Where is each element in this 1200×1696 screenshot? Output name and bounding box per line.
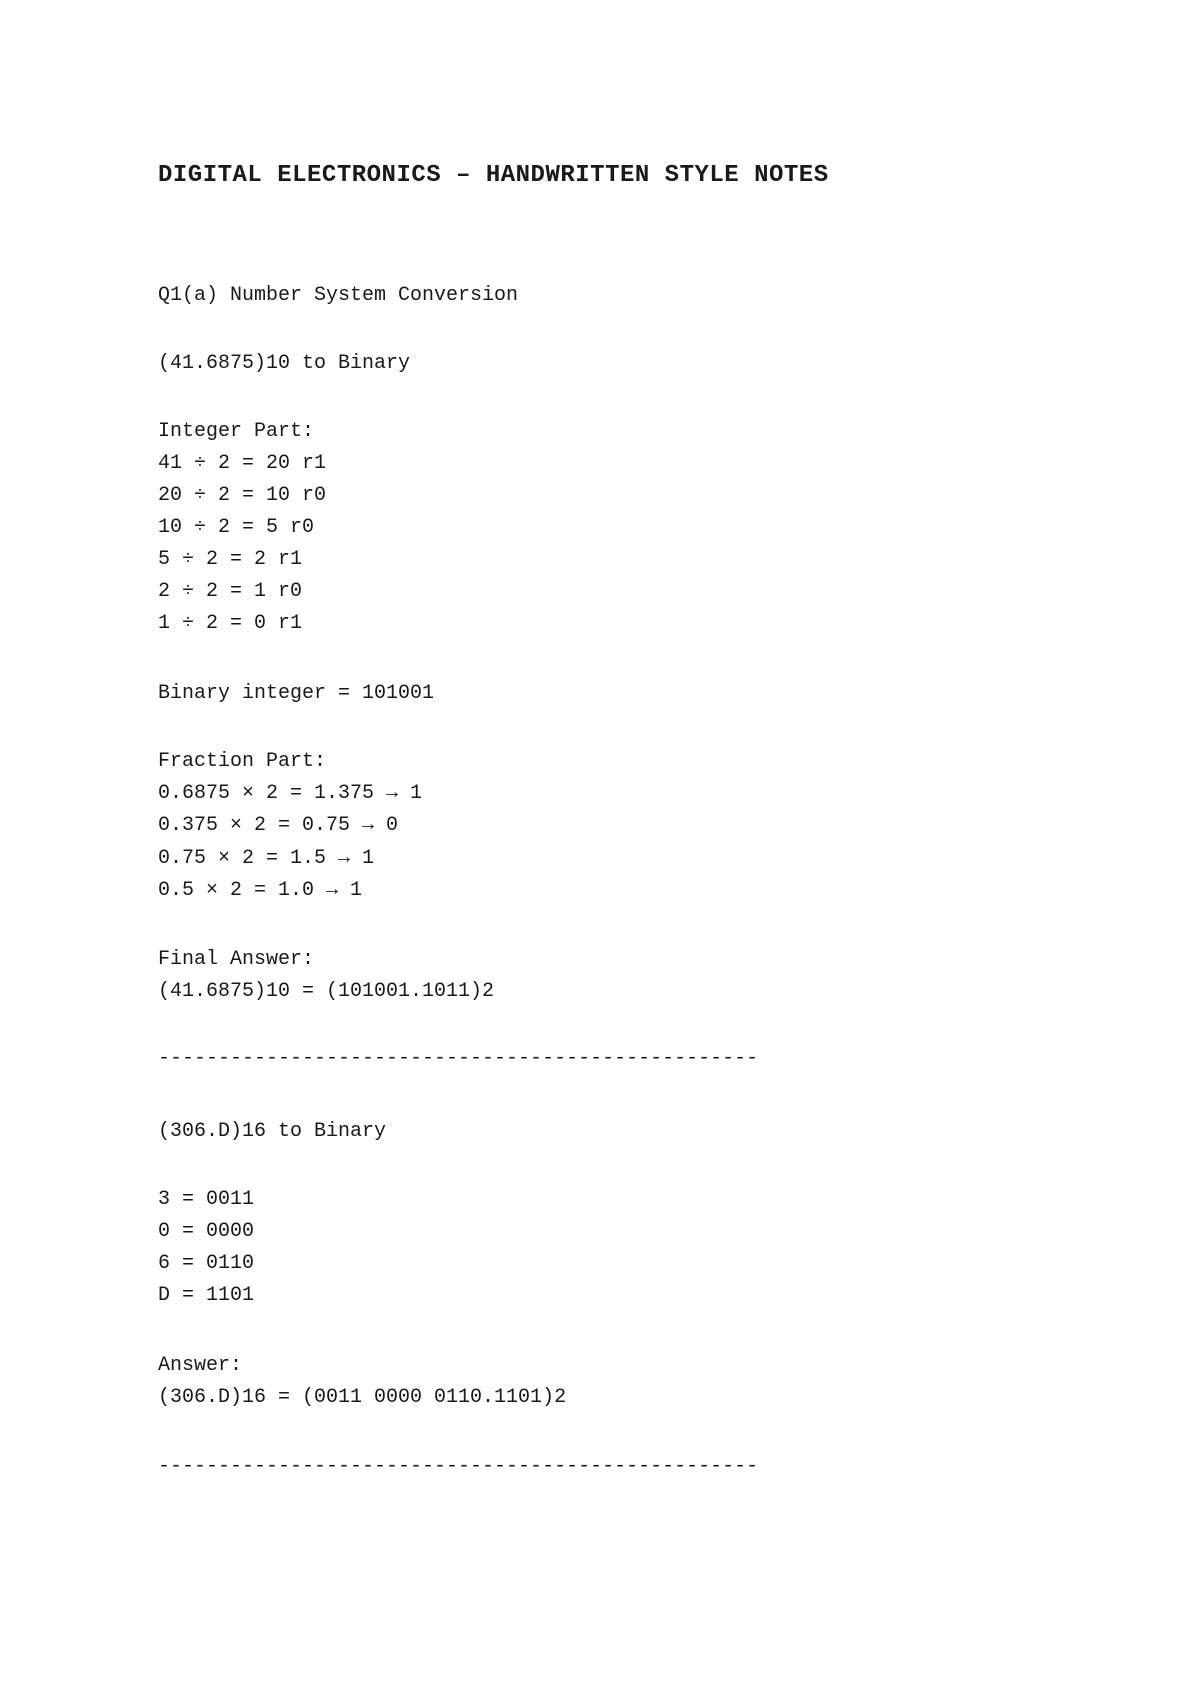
integer-step: 20 ÷ 2 = 10 r0 [158, 484, 327, 507]
integer-result: Binary integer = 101001 [158, 682, 435, 705]
integer-step: 2 ÷ 2 = 1 r0 [158, 580, 303, 603]
fraction-step: 0.375 × 2 = 0.75 → 0 [158, 814, 399, 837]
hex-digit-step: 3 = 0011 [158, 1188, 255, 1211]
section-divider: -------------------------------------------------- [158, 1455, 759, 1478]
fraction-part-heading: Fraction Part: [158, 750, 327, 773]
integer-step: 41 ÷ 2 = 20 r1 [158, 452, 327, 475]
section-divider: -------------------------------------------------- [158, 1047, 759, 1070]
integer-step: 10 ÷ 2 = 5 r0 [158, 516, 315, 539]
answer: (306.D)16 = (0011 0000 0110.1101)2 [158, 1386, 567, 1409]
problem-decimal-to-binary: (41.6875)10 to Binary [158, 352, 411, 375]
page-title: DIGITAL ELECTRONICS – HANDWRITTEN STYLE NOTES [158, 162, 829, 189]
hex-digit-step: D = 1101 [158, 1284, 255, 1307]
integer-step: 1 ÷ 2 = 0 r1 [158, 612, 303, 635]
fraction-step: 0.5 × 2 = 1.0 → 1 [158, 879, 363, 902]
fraction-step: 0.75 × 2 = 1.5 → 1 [158, 847, 375, 870]
fraction-step: 0.6875 × 2 = 1.375 → 1 [158, 782, 423, 805]
hex-digit-step: 6 = 0110 [158, 1252, 255, 1275]
final-answer: (41.6875)10 = (101001.1011)2 [158, 980, 495, 1003]
problem-hex-to-binary: (306.D)16 to Binary [158, 1120, 387, 1143]
integer-part-heading: Integer Part: [158, 420, 315, 443]
section-heading: Q1(a) Number System Conversion [158, 284, 519, 307]
final-answer-heading: Final Answer: [158, 948, 315, 971]
hex-digit-step: 0 = 0000 [158, 1220, 255, 1243]
answer-heading: Answer: [158, 1354, 243, 1377]
integer-step: 5 ÷ 2 = 2 r1 [158, 548, 303, 571]
